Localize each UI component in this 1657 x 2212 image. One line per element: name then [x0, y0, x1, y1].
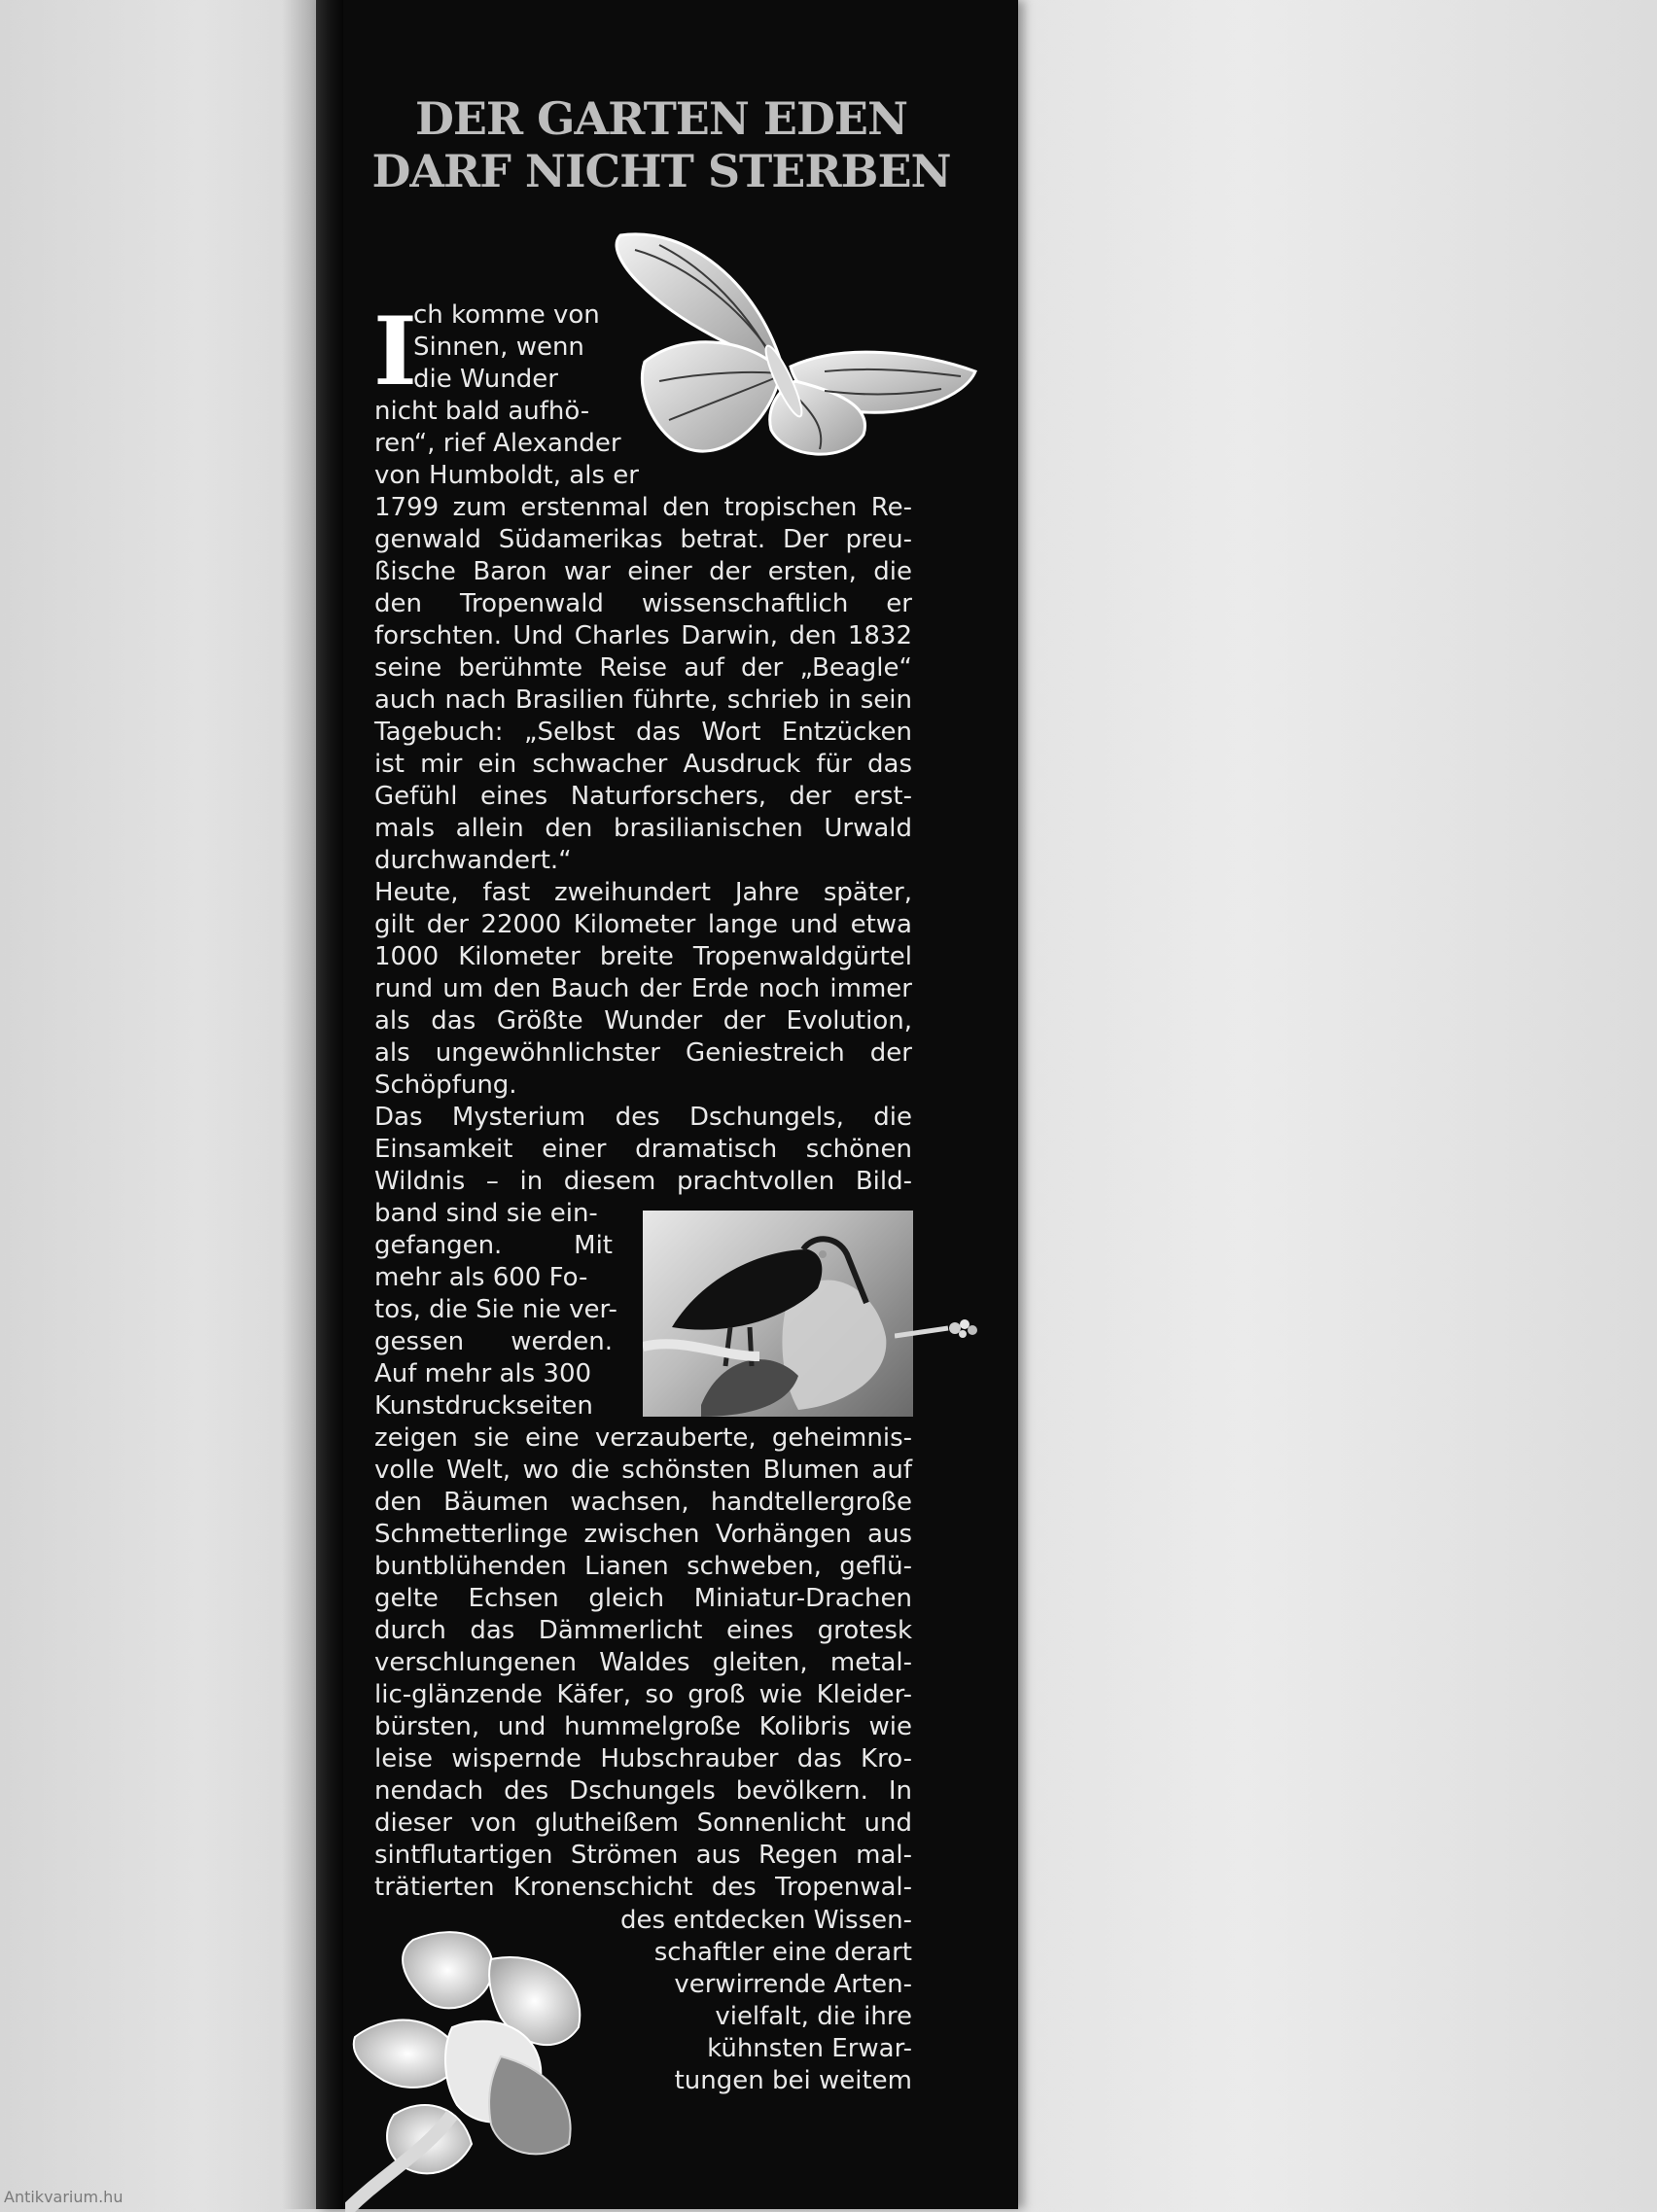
text-line: Heute, fast zweihundert Jahre später,	[374, 878, 912, 907]
intro-narrow-block	[413, 299, 656, 396]
text-line: trätierten Kronenschicht des Tropenwal-	[374, 1873, 912, 1902]
text-line: leise wispernde Hubschrauber das Kro-	[374, 1744, 912, 1773]
text-line: mehr als 600 Fo-	[374, 1263, 588, 1292]
text-line: des entdecken Wissen-	[620, 1906, 912, 1935]
text-line: seine berühmte Reise auf der „Beagle“	[374, 653, 912, 683]
text-line: den Bäumen wachsen, handtellergroße	[374, 1488, 912, 1517]
lower-text-block	[374, 1422, 912, 1904]
text-line: gessen werden.	[374, 1327, 613, 1356]
left-page-shadow	[282, 0, 321, 2209]
text-line: dieser von glutheißem Sonnenlicht und	[374, 1808, 912, 1838]
text-line: Sinnen, wenn	[413, 333, 584, 362]
text-line: ch komme von	[413, 300, 600, 330]
text-line: Wildnis – in diesem prachtvollen Bild-	[374, 1167, 912, 1196]
text-line: als ungewöhnlichster Geniestreich der	[374, 1038, 912, 1068]
text-line: gelte Echsen gleich Miniatur-Drachen	[374, 1584, 912, 1613]
intro-narrow-block-2	[374, 396, 666, 492]
text-line: ist mir ein schwacher Ausdruck für das	[374, 750, 912, 779]
text-line: rund um den Bauch der Erde noch immer	[374, 974, 912, 1003]
watermark-text: Antikvarium.hu	[4, 2188, 123, 2206]
text-line: auch nach Brasilien führte, schrieb in sein	[374, 685, 912, 715]
text-line: tungen bei weitem	[674, 2066, 912, 2095]
text-line: 1799 zum erstenmal den tropischen Re-	[374, 493, 912, 522]
text-line: kühnsten Erwar-	[707, 2034, 912, 2063]
text-line: zeigen sie eine verzauberte, geheimnis-	[374, 1423, 912, 1453]
text-line: Schmetterlinge zwischen Vorhängen aus	[374, 1520, 912, 1549]
text-line: die Wunder	[413, 365, 558, 394]
text-line: ßische Baron war einer der ersten, die	[374, 557, 912, 586]
text-line: verwirrende Arten-	[674, 1970, 912, 1999]
title-line-2: DARF NICHT STERBEN	[371, 145, 951, 197]
text-line: als das Größte Wunder der Evolution,	[374, 1006, 912, 1036]
text-line: von Humboldt, als er	[374, 461, 639, 490]
text-line: gefangen. Mit	[374, 1231, 613, 1260]
text-line: 1000 Kilometer breite Tropenwaldgürtel	[374, 942, 912, 971]
bird-on-flower-photo	[643, 1211, 913, 1417]
text-line: band sind sie ein-	[374, 1199, 598, 1228]
title-line-1: DER GARTEN EDEN	[414, 92, 907, 145]
text-line: gilt der 22000 Kilometer lange und etwa	[374, 910, 912, 939]
cover-title	[370, 92, 953, 197]
text-line: den Tropenwald wissenschaftlich er	[374, 589, 912, 618]
text-line: verschlungenen Waldes gleiten, metal-	[374, 1648, 912, 1677]
text-line: sintflutartigen Strömen aus Regen mal-	[374, 1841, 912, 1870]
text-line: buntblühenden Lianen schweben, geflü-	[374, 1552, 912, 1581]
text-line: ren“, rief Alexander	[374, 429, 621, 458]
text-line: Einsamkeit einer dramatisch schönen	[374, 1135, 912, 1164]
text-line: nicht bald aufhö-	[374, 397, 590, 426]
text-line: tos, die Sie nie ver-	[374, 1295, 617, 1324]
text-line: Auf mehr als 300	[374, 1359, 592, 1388]
text-line: Kunstdruckseiten	[374, 1391, 593, 1421]
text-line: nendach des Dschungels bevölkern. In	[374, 1776, 912, 1806]
text-line: Gefühl eines Naturforschers, der erst-	[374, 782, 912, 811]
drop-cap: I	[373, 297, 417, 406]
text-line: lic-glänzende Käfer, so groß wie Kleider-	[374, 1680, 912, 1709]
text-line: Das Mysterium des Dschungels, die	[374, 1103, 912, 1132]
text-beside-orchid	[583, 1905, 912, 2097]
main-text-block	[374, 492, 912, 1198]
text-line: volle Welt, wo die schönsten Blumen auf	[374, 1456, 912, 1485]
book-spine	[316, 0, 343, 2209]
text-beside-photo	[374, 1198, 617, 1422]
text-line: durchwandert.“	[374, 846, 572, 875]
text-line: mals allein den brasilianischen Urwald	[374, 814, 912, 843]
text-line: Tagebuch: „Selbst das Wort Entzücken	[374, 718, 912, 747]
text-line: genwald Südamerikas betrat. Der preu-	[374, 525, 912, 554]
text-line: bürsten, und hummelgroße Kolibris wie	[374, 1712, 912, 1741]
text-line: Schöpfung.	[374, 1071, 517, 1100]
text-line: forschten. Und Charles Darwin, den 1832	[374, 621, 912, 650]
text-line: schaftler eine derart	[653, 1938, 912, 1967]
text-line: vielfalt, die ihre	[715, 2002, 912, 2031]
flower-stamen-image	[895, 1311, 982, 1350]
text-line: durch das Dämmerlicht eines grotesk	[374, 1616, 912, 1645]
